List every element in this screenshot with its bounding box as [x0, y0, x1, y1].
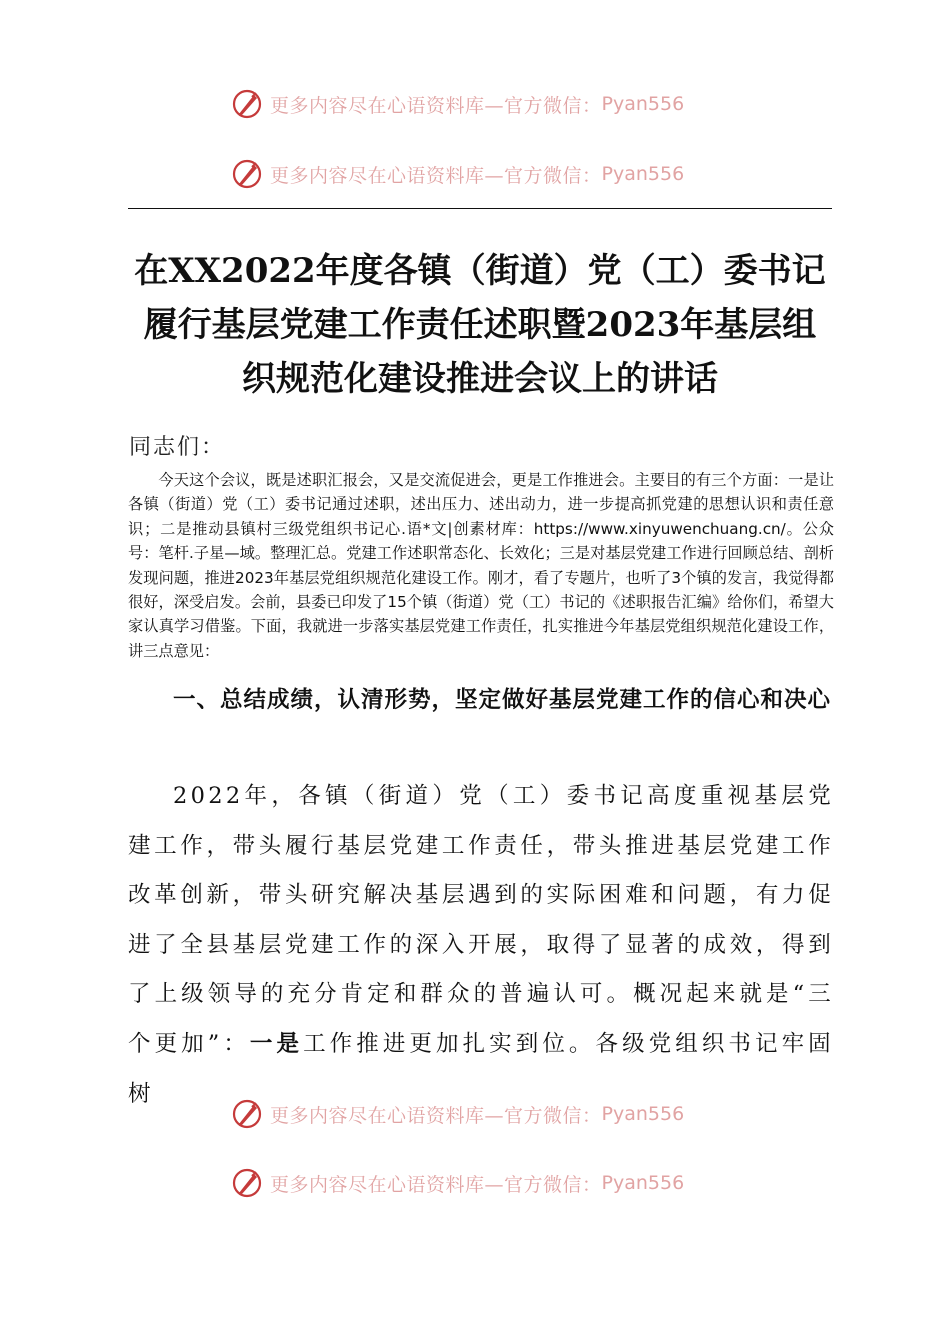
watermark-wechat-id: Pyan556 — [601, 1172, 685, 1194]
watermark-text: 更多内容尽在心语资料库—官方微信： — [270, 164, 602, 187]
body-text: 工作推进更加扎实到位。各级党组织书记牢固树 — [128, 1030, 834, 1107]
watermark-text: 更多内容尽在心语资料库—官方微信： — [270, 1173, 602, 1196]
watermark-banner — [230, 154, 684, 194]
watermark-wechat-id: Pyan556 — [601, 163, 685, 185]
body-text: 2022年，各镇（街道）党（工）委书记高度重视基层党建工作，带头履行基层党建工作责任，带头推进基层党建工作改革创新，带头研究解决基层遇到的实际困难和问题，有力促进了全县基层党建工作的深入开展，取得了显著的成效，得到了上级领导的充分肯定和群众的普遍认可。概况起来就是“三个更加”： — [128, 783, 834, 1057]
salutation: 同志们： — [129, 435, 226, 460]
quill-logo-icon — [230, 1097, 264, 1131]
header-divider — [128, 208, 832, 209]
watermark-banner — [230, 1094, 684, 1134]
title-line: 织规范化建设推进会议上的讲话 — [242, 359, 718, 399]
body-bold-text: 一是 — [249, 1030, 304, 1057]
watermark-wechat-id: Pyan556 — [601, 93, 685, 115]
document-title — [118, 244, 842, 406]
title-line: 在XX2022年度各镇（街道）党（工）委书记 — [134, 251, 826, 291]
body-paragraph — [128, 772, 834, 1119]
watermark-banner — [230, 84, 684, 124]
quill-logo-icon — [230, 1166, 264, 1200]
quill-logo-icon — [230, 87, 264, 121]
quill-logo-icon — [230, 157, 264, 191]
watermark-banner — [230, 1163, 684, 1203]
watermark-text: 更多内容尽在心语资料库—官方微信： — [270, 94, 602, 117]
watermark-wechat-id: Pyan556 — [601, 1103, 685, 1125]
section-heading: 一、总结成绩，认清形势，坚定做好基层党建工作的信心和决心 — [173, 687, 832, 713]
watermark-text: 更多内容尽在心语资料库—官方微信： — [270, 1104, 602, 1127]
intro-paragraph: 今天这个会议，既是述职汇报会，又是交流促进会，更是工作推进会。主要目的有三个方面：一是让各镇（街道）党（工）委书记通过述职，述出压力、述出动力，进一步提高抓党建的思想认识和责任意识；二是推动县镇村三级党组织书记心.语*文|创素材库：https://www.xinyuwenchuang.cn/。公众号：笔杆.子星—域。整理汇总。党建工作述职常态化、长效化；三是对基层党建工作进行回顾总结、剖析发现问题，推进2023年基层党组织规范化建设工作。刚才，看了专题片，也听了3个镇的发言，我觉得都很好，深受启发。会前，县委已印发了15个镇（街道）党（工）书记的《述职报告汇编》给你们，希望大家认真学习借鉴。下面，我就进一步落实基层党建工作责任，扎实推进今年基层党组织规范化建设工作，讲三点意见： — [128, 471, 834, 660]
title-line: 履行基层党建工作责任述职暨2023年基层组 — [143, 305, 817, 345]
